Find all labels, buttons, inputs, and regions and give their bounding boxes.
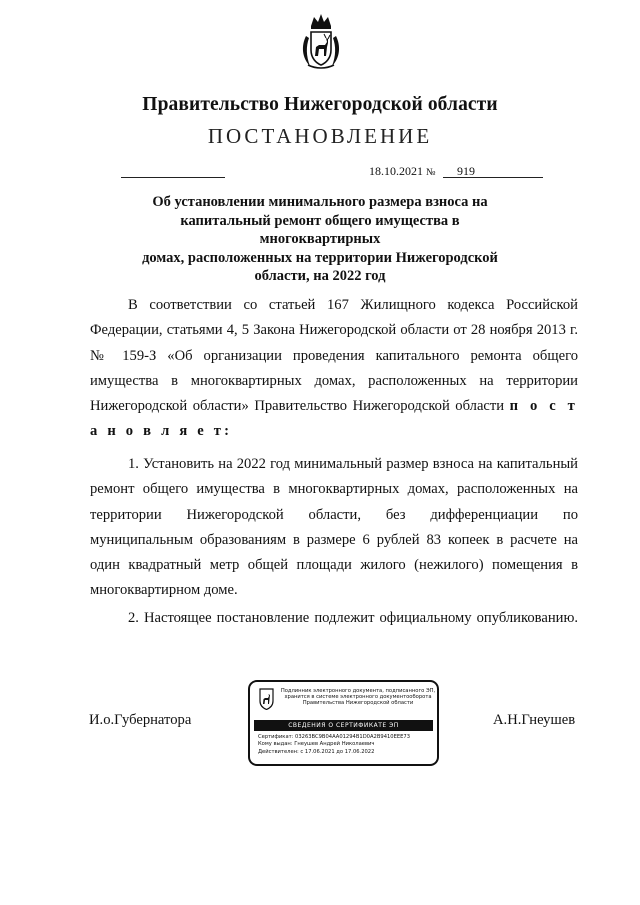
- document-subject: [120, 193, 520, 286]
- certificate-validity: Действителен: с 17.06.2021 до 17.06.2022: [258, 748, 375, 755]
- preamble-paragraph: [90, 293, 578, 445]
- certificate-owner: Кому выдан: Гнеушев Андрей Николаевич: [258, 741, 375, 748]
- number-underline: [443, 177, 543, 178]
- small-coat-of-arms-emblem: [258, 688, 275, 710]
- subject-line: домах, расположенных на территории Нижегородской: [142, 249, 498, 266]
- preamble-text: В соответствии со статьей 167 Жилищного кодекса Российской Федерации, статьями 4, 5 Закона Нижегородской области от 28 ноября 2013 г. № 159-З «Об организации проведения капитального ремонта общего имущества в многоквартирных домах, расположенных на территории Нижегородской области» Правительство Нижегородской области: [90, 297, 578, 415]
- certificate-details: [258, 734, 410, 756]
- signer-title: И.о.Губернатора: [89, 712, 192, 728]
- clause-1-paragraph: 1. Установить на 2022 год минимальный размер взноса на капитальный ремонт общего имущества в многоквартирных домах, расположенных на территории Нижегородской области, без дифференциации по муниципальным образованиям в размере 6 рублей 83 копеек в расчете на один квадратный метр общей площади жилого (нежилого) помещения в многоквартирном доме.: [90, 456, 578, 599]
- signer-name: А.Н.Гнеушев: [493, 712, 576, 728]
- certificate-info-band: СВЕДЕНИЯ О СЕРТИФИКАТЕ ЭП: [254, 720, 433, 731]
- subject-line: Об установлении минимального размера взноса на: [152, 194, 488, 210]
- document-number: 919: [457, 164, 475, 178]
- decree-word: п о с т а н о в л я е т:: [90, 398, 578, 440]
- subject-line: капитальный ремонт общего имущества в многоквартирных: [180, 212, 460, 247]
- clause-2-paragraph: 2. Настоящее постановление подлежит официальному опубликованию.: [128, 610, 578, 626]
- subject-line: области, на 2022 год: [254, 268, 386, 284]
- document-date: 18.10.2021: [369, 164, 423, 178]
- coat-of-arms-emblem: [300, 12, 342, 70]
- electronic-signature-stamp: [248, 680, 439, 766]
- stamp-note: Подлинник электронного документа, подписанного ЭП, хранится в системе электронного документооборота Правительства Нижегородской области: [280, 688, 436, 707]
- document-type: ПОСТАНОВЛЕНИЕ: [207, 124, 433, 148]
- certificate-number: Сертификат: 03263BC9B04AA01294B1D0A2B9410EEE73: [258, 734, 411, 740]
- government-title: Правительство Нижегородской области: [142, 94, 498, 115]
- number-sign: №: [426, 167, 436, 178]
- blank-line: [121, 177, 225, 178]
